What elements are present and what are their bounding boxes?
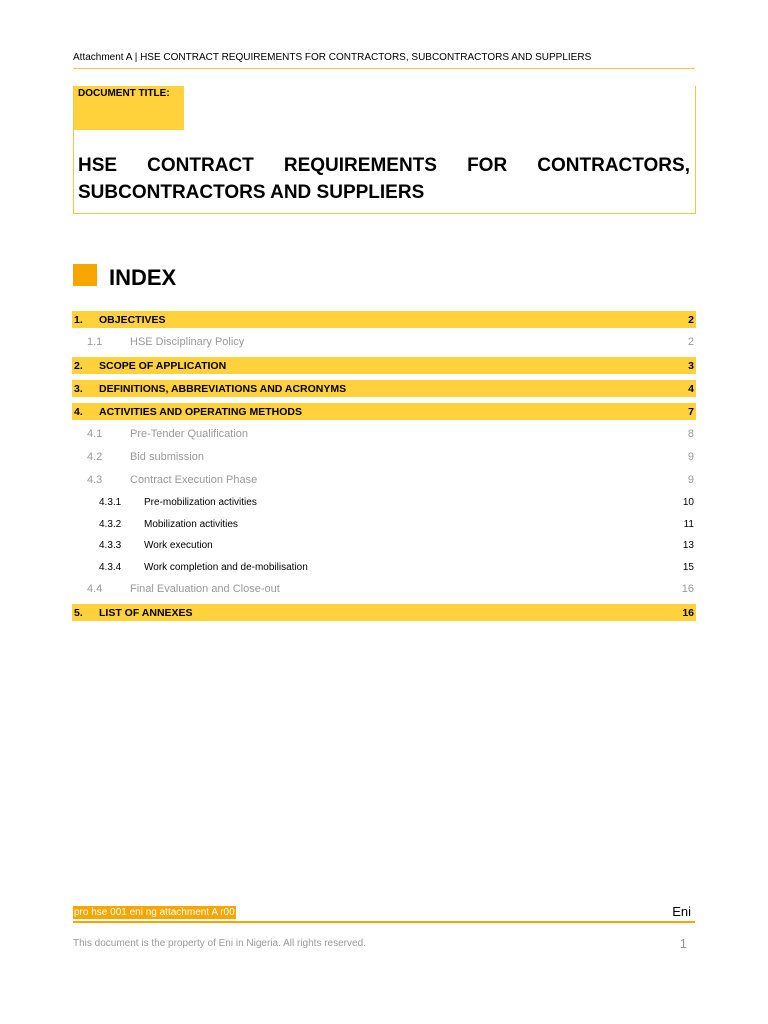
toc-number: 4.3.3 [99, 540, 122, 551]
toc-entry-mobilization[interactable] [72, 517, 696, 539]
page-number: 1 [679, 936, 687, 951]
toc-page: 11 [683, 518, 694, 530]
toc-page: 10 [682, 497, 694, 508]
toc-page: 9 [687, 451, 694, 463]
toc-page: 2 [687, 336, 694, 348]
toc-entry-annexes[interactable] [72, 604, 696, 621]
toc-number: 5. [74, 607, 83, 619]
toc-title: Contract Execution Phase [130, 474, 258, 486]
toc-number: 1. [74, 314, 83, 326]
toc-number: 4. [74, 406, 83, 418]
toc-title: SCOPE OF APPLICATION [99, 360, 227, 372]
toc-entry-pre-mobilization[interactable] [72, 495, 696, 517]
toc-number: 2. [74, 360, 83, 372]
toc-title: Final Evaluation and Close-out [130, 583, 280, 595]
toc-page: 8 [687, 428, 694, 440]
toc-entry-bid-submission[interactable] [72, 449, 696, 472]
footer-brand: Eni [672, 904, 691, 919]
toc-page: 9 [687, 474, 694, 486]
toc-entry-objectives[interactable] [72, 311, 696, 328]
footer-divider [73, 921, 695, 923]
toc-entry-work-execution[interactable] [72, 538, 696, 560]
document-title: HSE CONTRACT REQUIREMENTS FOR CONTRACTORS, SUBCONTRACTORS AND SUPPLIERS [78, 155, 690, 203]
document-title-label: DOCUMENT TITLE: [74, 86, 184, 130]
toc-entry-hse-disciplinary-policy[interactable] [72, 334, 696, 357]
toc-page: 2 [688, 314, 694, 326]
document-title-box [73, 86, 696, 214]
toc-title: ACTIVITIES AND OPERATING METHODS [99, 406, 303, 418]
toc-entry-final-evaluation[interactable] [72, 581, 696, 604]
toc-title: Work completion and de-mobilisation [144, 561, 308, 573]
toc-page: 3 [688, 360, 694, 372]
toc-number: 3. [74, 383, 83, 395]
toc-title: LIST OF ANNEXES [99, 607, 193, 619]
toc-number: 4.3.2 [99, 518, 122, 530]
toc-number: 4.3 [87, 474, 103, 486]
footer-document-code: pro hse 001 eni ng attachment A r00 [74, 907, 235, 918]
toc-page: 16 [682, 607, 694, 619]
toc-entry-pre-tender[interactable] [72, 426, 696, 449]
toc-entry-contract-execution[interactable] [72, 472, 696, 495]
toc-page: 13 [682, 540, 694, 551]
toc-title: OBJECTIVES [99, 314, 166, 326]
toc-page: 16 [681, 583, 694, 595]
toc-number: 4.3.4 [99, 561, 122, 573]
toc-title: Pre-mobilization activities [144, 497, 257, 508]
running-header: Attachment A | HSE CONTRACT REQUIREMENTS FOR CONTRACTORS, SUBCONTRACTORS AND SUPPLIERS [73, 52, 695, 69]
toc-page: 15 [682, 561, 694, 573]
toc-page: 7 [688, 406, 694, 418]
toc-entry-scope[interactable] [72, 357, 696, 374]
table-of-contents [72, 311, 696, 627]
toc-title: HSE Disciplinary Policy [130, 336, 245, 348]
toc-entry-activities[interactable] [72, 403, 696, 420]
toc-number: 4.1 [87, 428, 103, 440]
toc-number: 4.3.1 [99, 497, 122, 508]
footer-copyright: This document is the property of Eni in Nigeria. All rights reserved. [73, 938, 366, 949]
toc-title: Bid submission [130, 451, 204, 463]
toc-entry-definitions[interactable] [72, 380, 696, 397]
index-marker [73, 264, 97, 286]
toc-page: 4 [688, 383, 694, 395]
toc-title: DEFINITIONS, ABBREVIATIONS AND ACRONYMS [99, 383, 347, 395]
toc-number: 1.1 [87, 336, 103, 348]
toc-number: 4.4 [87, 583, 103, 595]
toc-title: Pre-Tender Qualification [130, 428, 249, 440]
index-heading: INDEX [109, 265, 177, 290]
toc-number: 4.2 [87, 451, 103, 463]
toc-title: Mobilization activities [144, 518, 238, 530]
toc-title: Work execution [144, 540, 213, 551]
toc-entry-work-completion[interactable] [72, 560, 696, 582]
